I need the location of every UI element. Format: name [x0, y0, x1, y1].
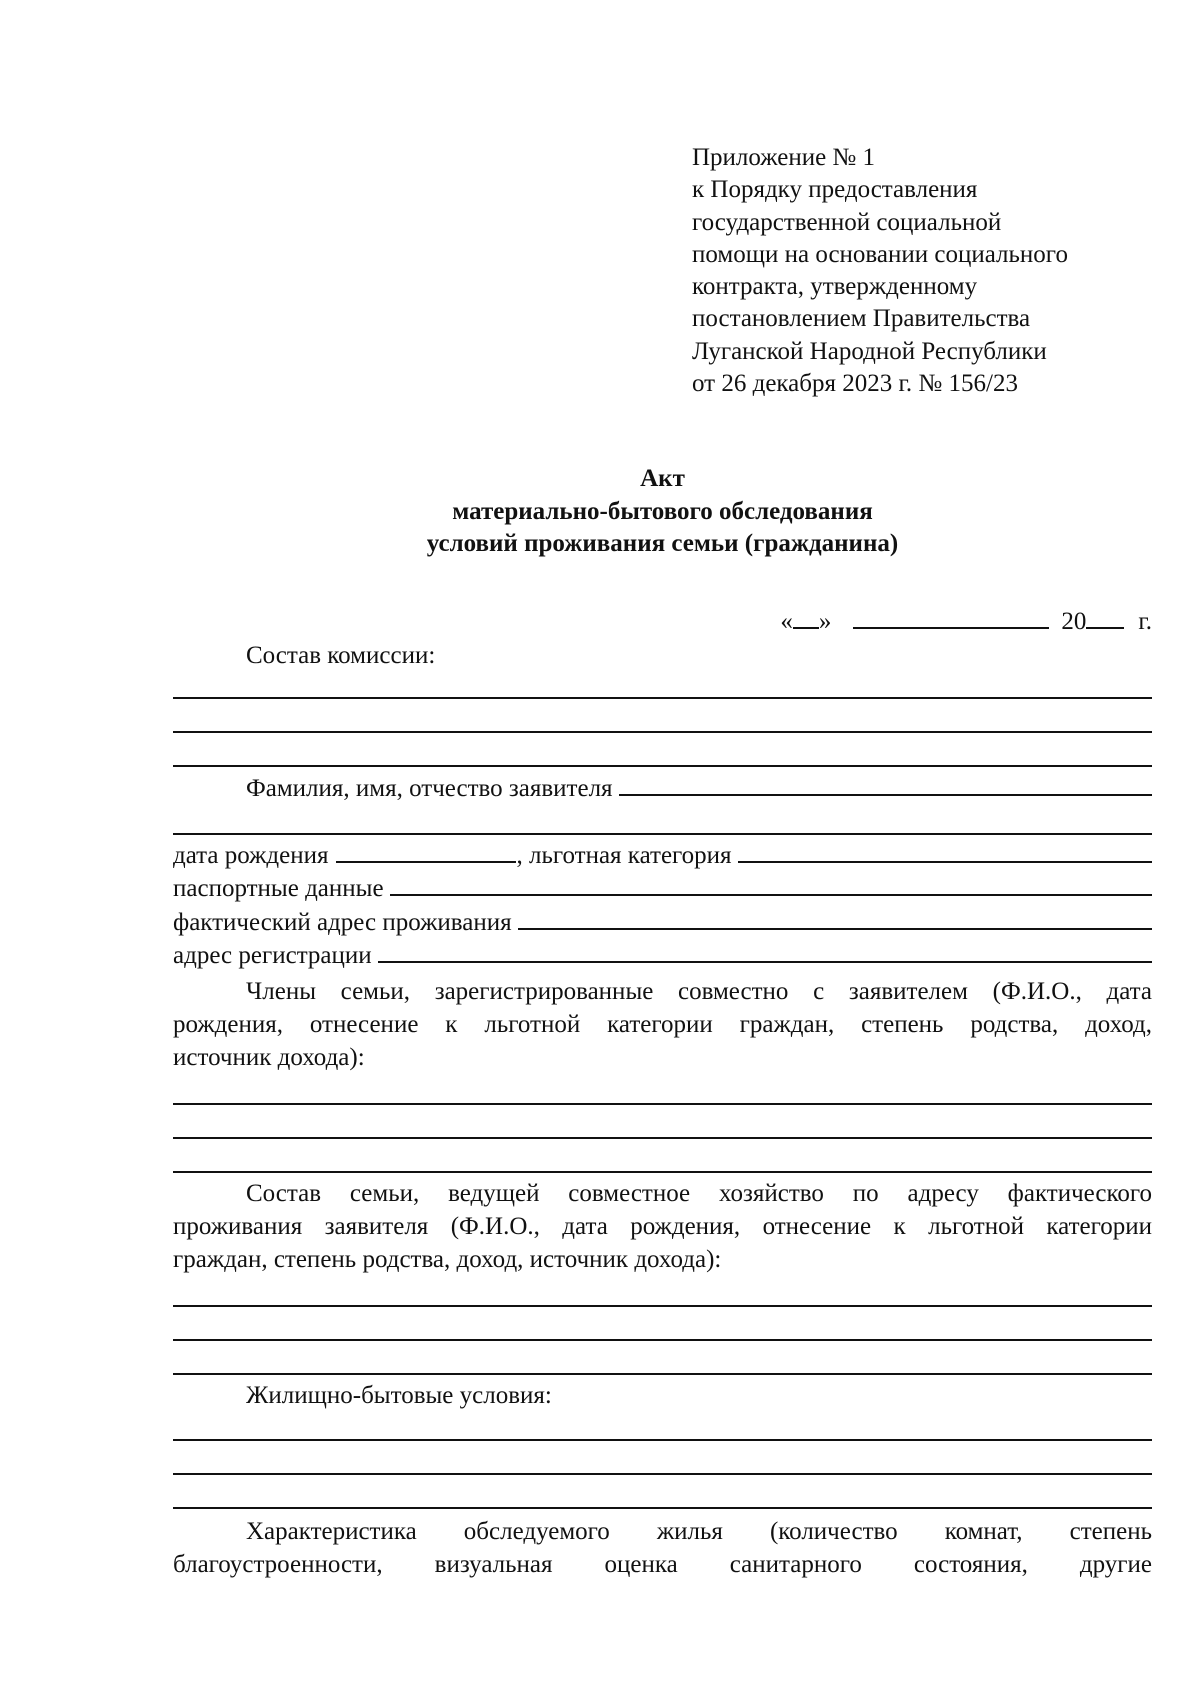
month-blank[interactable]: [853, 605, 1049, 629]
category-field[interactable]: [738, 841, 1152, 863]
living-conditions-line-3[interactable]: [173, 1507, 1152, 1509]
paragraph-line: рождения, отнесение к льготной категории граждан, степень родства, доход,: [173, 1011, 1152, 1038]
applicant-fio-row: [173, 774, 1152, 804]
living-conditions-line-1[interactable]: [173, 1439, 1152, 1441]
appendix-line: Луганской Народной Республики: [692, 337, 1047, 365]
family-registered-line-2[interactable]: [173, 1137, 1152, 1139]
paragraph-line: Члены семьи, зарегистрированные совместно с заявителем (Ф.И.О., дата: [246, 978, 1152, 1005]
registration-field[interactable]: [378, 941, 1152, 963]
paragraph-line: источник дохода):: [173, 1044, 365, 1071]
commission-label: Состав комиссии:: [246, 642, 436, 669]
passport-field[interactable]: [390, 874, 1152, 896]
title-line: материально-бытового обследования: [452, 497, 873, 525]
living-conditions-label: Жилищно-бытовые условия:: [246, 1382, 552, 1409]
birth-category-row: [173, 841, 1152, 871]
appendix-line: к Порядку предоставления: [692, 176, 978, 204]
appendix-line: контракта, утвержденному: [692, 273, 978, 301]
commission-line-2[interactable]: [173, 731, 1152, 733]
appendix-line: от 26 декабря 2023 г. № 156/23: [692, 370, 1018, 398]
housing-paragraph: [173, 1515, 1152, 1581]
household-paragraph: [173, 1177, 1152, 1276]
date-close-quote: »: [818, 608, 832, 635]
actual-address-label: фактический адрес проживания: [173, 909, 512, 936]
document-title: [173, 463, 1152, 561]
title-line: Акт: [640, 465, 685, 492]
commission-line-1[interactable]: [173, 697, 1152, 699]
passport-row: [173, 874, 1152, 904]
appendix-header: [692, 142, 1172, 400]
family-registered-line-3[interactable]: [173, 1171, 1152, 1173]
family-registered-line-1[interactable]: [173, 1103, 1152, 1105]
paragraph-line: Характеристика обследуемого жилья (количество комнат, степень: [246, 1518, 1152, 1545]
birth-date-label: дата рождения: [173, 842, 329, 869]
paragraph-line: благоустроенности, визуальная оценка санитарного состояния, другие: [173, 1551, 1152, 1578]
appendix-line: государственной социальной: [692, 208, 1002, 236]
registration-label: адрес регистрации: [173, 942, 372, 969]
actual-address-row: [173, 908, 1152, 938]
title-line: условий проживания семьи (гражданина): [426, 530, 899, 557]
commission-line-3[interactable]: [173, 765, 1152, 767]
registration-row: [173, 941, 1152, 971]
day-blank[interactable]: [793, 605, 819, 629]
paragraph-line: Состав семьи, ведущей совместное хозяйство по адресу фактического: [246, 1180, 1152, 1207]
appendix-line: постановлением Правительства: [692, 305, 1031, 333]
date-line: [780, 605, 1152, 636]
paragraph-line: проживания заявителя (Ф.И.О., дата рождения, отнесение к льготной категории: [173, 1213, 1152, 1240]
category-label: , льготная категория: [516, 842, 732, 869]
birth-date-field[interactable]: [336, 841, 516, 863]
date-open-quote: «: [780, 608, 793, 635]
household-line-1[interactable]: [173, 1305, 1152, 1307]
household-line-3[interactable]: [173, 1373, 1152, 1375]
applicant-fio-field[interactable]: [619, 774, 1152, 796]
applicant-fio-line-2[interactable]: [173, 833, 1152, 835]
living-conditions-line-2[interactable]: [173, 1473, 1152, 1475]
year-blank[interactable]: [1086, 605, 1124, 629]
year-suffix: г.: [1138, 608, 1152, 635]
applicant-fio-label: Фамилия, имя, отчество заявителя: [246, 775, 613, 802]
actual-address-field[interactable]: [518, 908, 1152, 930]
appendix-line: помощи на основании социального: [692, 240, 1068, 268]
appendix-line: Приложение № 1: [692, 144, 876, 171]
household-line-2[interactable]: [173, 1339, 1152, 1341]
paragraph-line: граждан, степень родства, доход, источник дохода):: [173, 1246, 722, 1273]
year-prefix: 20: [1061, 608, 1087, 635]
family-registered-paragraph: [173, 975, 1152, 1074]
passport-label: паспортные данные: [173, 875, 384, 902]
